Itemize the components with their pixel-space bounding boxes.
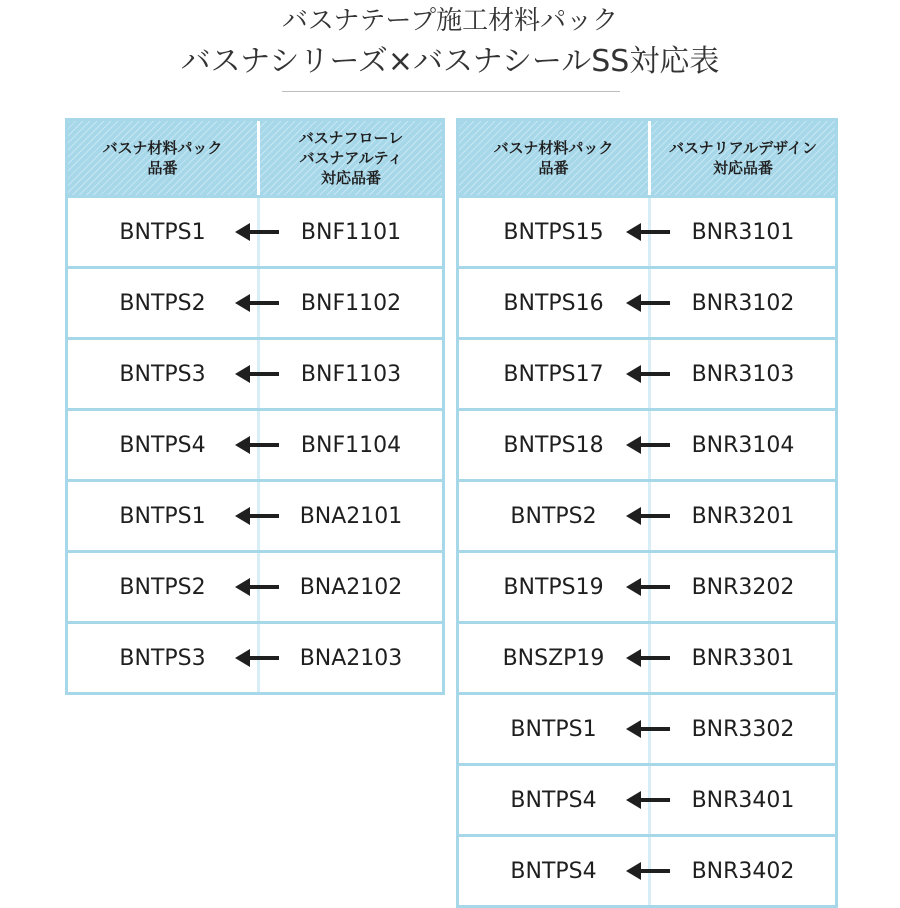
compatible-number-cell — [651, 198, 835, 266]
pack-number-cell — [68, 482, 260, 550]
compatible-number-cell — [651, 837, 835, 905]
pack-number-cell — [459, 269, 651, 337]
arrow-left-icon — [626, 648, 670, 668]
arrow-left-icon — [235, 648, 279, 668]
compatible-number-cell — [651, 411, 835, 479]
arrow-left-icon — [235, 364, 279, 384]
page-subtitle: バスナシリーズ×バスナシールSS対応表 — [180, 44, 720, 79]
compatible-number-cell — [260, 482, 442, 550]
title-divider — [282, 91, 620, 92]
pack-number: BNTPS15 — [503, 219, 604, 245]
compatible-number: BNR3104 — [691, 432, 795, 458]
arrow-left-icon — [235, 506, 279, 526]
pack-number: BNTPS2 — [119, 290, 206, 316]
pack-number: BNTPS1 — [119, 219, 206, 245]
header-compatible-number: バスナリアルデザイン 対応品番 — [668, 139, 818, 177]
pack-number-cell — [68, 198, 260, 266]
pack-number: BNTPS19 — [503, 574, 604, 600]
pack-number: BNTPS4 — [119, 432, 206, 458]
pack-number-cell — [459, 411, 651, 479]
compatible-number: BNR3401 — [691, 787, 795, 813]
compatible-number-cell — [651, 269, 835, 337]
pack-number: BNTPS4 — [510, 787, 597, 813]
compatible-number: BNR3301 — [691, 645, 795, 671]
pack-number-cell — [459, 766, 651, 834]
compatible-number-cell — [651, 695, 835, 763]
table-row — [459, 763, 835, 834]
pack-number: BNSZP19 — [502, 645, 605, 671]
compatible-number-cell — [260, 340, 442, 408]
compatible-number-cell — [260, 198, 442, 266]
compatible-number: BNA2101 — [299, 503, 403, 529]
table-row — [459, 266, 835, 337]
compatible-number-cell — [260, 269, 442, 337]
table-row — [459, 337, 835, 408]
compatible-number: BNA2102 — [299, 574, 403, 600]
compatible-number: BNR3202 — [691, 574, 795, 600]
table-row — [459, 621, 835, 692]
table-flore-arti — [65, 118, 445, 695]
arrow-left-icon — [235, 577, 279, 597]
table-row — [459, 834, 835, 905]
table-row — [459, 479, 835, 550]
pack-number-cell — [459, 695, 651, 763]
table-row — [459, 550, 835, 621]
pack-number: BNTPS2 — [510, 503, 597, 529]
arrow-left-icon — [235, 222, 279, 242]
table-row — [68, 337, 442, 408]
arrow-left-icon — [626, 222, 670, 242]
pack-number-cell — [68, 411, 260, 479]
table-row — [459, 408, 835, 479]
compatible-number: BNR3101 — [691, 219, 795, 245]
compatible-number-cell — [260, 624, 442, 692]
table-row — [68, 266, 442, 337]
pack-number: BNTPS2 — [119, 574, 206, 600]
arrow-left-icon — [626, 435, 670, 455]
compatible-number: BNA2103 — [299, 645, 403, 671]
compatible-number-cell — [651, 482, 835, 550]
arrow-left-icon — [235, 293, 279, 313]
arrow-left-icon — [626, 577, 670, 597]
compatible-number: BNR3103 — [691, 361, 795, 387]
compatible-number-cell — [651, 340, 835, 408]
table-header — [68, 121, 442, 198]
pack-number-cell — [68, 624, 260, 692]
pack-number-cell — [68, 269, 260, 337]
pack-number-cell — [68, 340, 260, 408]
arrow-left-icon — [626, 790, 670, 810]
table-row — [68, 550, 442, 621]
arrow-left-icon — [626, 364, 670, 384]
table-row — [68, 408, 442, 479]
compatible-number: BNR3102 — [691, 290, 795, 316]
compatible-number-cell — [651, 624, 835, 692]
compatible-number: BNF1102 — [300, 290, 402, 316]
table-row — [68, 198, 442, 266]
table-header — [459, 121, 835, 198]
page-title: バスナテープ施工材料パック — [281, 6, 619, 36]
table-real-design — [456, 118, 838, 908]
pack-number-cell — [459, 482, 651, 550]
pack-number: BNTPS17 — [503, 361, 604, 387]
arrow-left-icon — [626, 719, 670, 739]
pack-number-cell — [459, 553, 651, 621]
pack-number: BNTPS4 — [510, 858, 597, 884]
table-row — [459, 692, 835, 763]
pack-number-cell — [459, 340, 651, 408]
compatible-number-cell — [260, 411, 442, 479]
arrow-left-icon — [235, 435, 279, 455]
table-row — [68, 479, 442, 550]
compatible-number: BNF1103 — [300, 361, 402, 387]
pack-number-cell — [459, 198, 651, 266]
table-row — [459, 198, 835, 266]
table-row — [68, 621, 442, 692]
pack-number: BNTPS16 — [503, 290, 604, 316]
pack-number: BNTPS18 — [503, 432, 604, 458]
compatible-number: BNR3201 — [691, 503, 795, 529]
compatible-number: BNF1101 — [300, 219, 402, 245]
pack-number: BNTPS1 — [119, 503, 206, 529]
header-pack-number: バスナ材料パック 品番 — [68, 121, 260, 195]
pack-number: BNTPS1 — [510, 716, 597, 742]
arrow-left-icon — [626, 861, 670, 881]
pack-number-cell — [68, 553, 260, 621]
arrow-left-icon — [626, 506, 670, 526]
header-compatible-number: バスナフローレ バスナアルティ 対応品番 — [298, 129, 404, 187]
pack-number-cell — [459, 837, 651, 905]
compatible-number: BNR3402 — [691, 858, 795, 884]
pack-number-cell — [459, 624, 651, 692]
compatible-number: BNF1104 — [300, 432, 402, 458]
arrow-left-icon — [626, 293, 670, 313]
compatible-number-cell — [651, 766, 835, 834]
header-pack-number: バスナ材料パック 品番 — [459, 121, 651, 195]
pack-number: BNTPS3 — [119, 645, 206, 671]
pack-number: BNTPS3 — [119, 361, 206, 387]
compatible-number-cell — [260, 553, 442, 621]
compatible-number: BNR3302 — [691, 716, 795, 742]
compatible-number-cell — [651, 553, 835, 621]
